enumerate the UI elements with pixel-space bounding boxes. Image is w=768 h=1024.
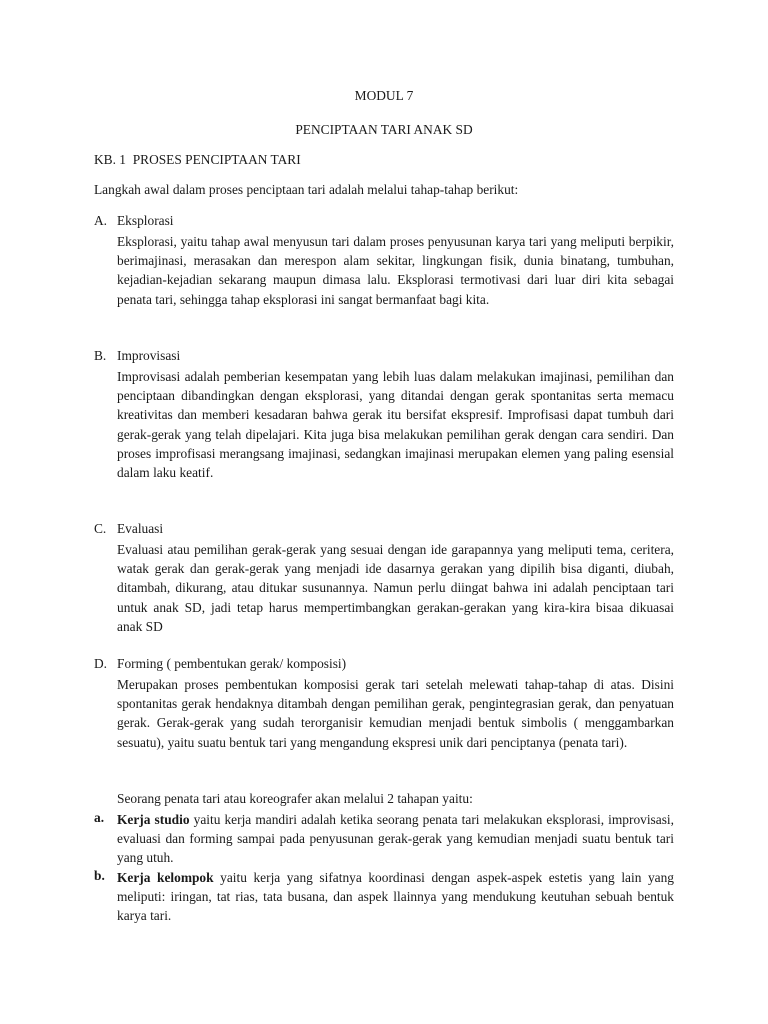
module-title: MODUL 7 <box>354 88 414 103</box>
stage-b-marker: b. <box>94 868 105 883</box>
stage-a-marker: a. <box>94 810 105 825</box>
stage-b-term: Kerja kelompok <box>117 870 214 885</box>
stage-a-text: yaitu kerja mandiri adalah ketika seorang penata tari melakukan eksplorasi, improvisasi, evaluasi dan forming sampai pada penyusunan gerak-gerak yang kemudian menjadi suatu bentuk tari yang utuh. <box>117 812 674 866</box>
module-subtitle: PENCIPTAAN TARI ANAK SD <box>295 122 473 137</box>
section-c-marker: C. <box>94 521 107 536</box>
section-d-marker: D. <box>94 656 108 671</box>
section-c-title: Evaluasi <box>117 521 164 536</box>
section-c-body: Evaluasi atau pemilihan gerak-gerak yang sesuai dengan ide garapannya yang meliputi tema, ceritera, watak gerak dan gerak-gerak yang menjadi ide dasarnya gerakan yang dipilih bisa diganti, diubah, ditambah, dikurang, atau ditukar susunannya. Namun perlu diingat bahwa ini adalah penciptaan tari untuk anak SD, jadi tetap harus mempertimbangkan gerakan-gerakan yang kira-kira bisaa dikuasai anak SD <box>117 542 674 634</box>
section-b-marker: B. <box>94 348 107 363</box>
section-d-title: Forming ( pembentukan gerak/ komposisi) <box>117 656 347 671</box>
section-d-body: Merupakan proses pembentukan komposisi gerak tari setelah melewati tahap-tahap di atas. Disini spontanitas gerak hendaknya ditambah dengan pemilihan gerak, pengintegrasian gerak, dan penyatuan gerak. Gerak-gerak yang sudah terorganisir kemudian menjadi bentuk simbolis ( menggambarkan sesuatu), yaitu suatu bentuk tari yang mengandung ekspresi unik dari penciptanya (penata tari). <box>117 677 674 750</box>
stage-a-item <box>117 810 674 868</box>
stages-intro: Seorang penata tari atau koreografer akan melalui 2 tahapan yaitu: <box>117 791 473 806</box>
section-b-title: Improvisasi <box>117 348 181 363</box>
section-heading: KB. 1 PROSES PENCIPTAAN TARI <box>94 152 301 167</box>
section-a-body: Eksplorasi, yaitu tahap awal menyusun tari dalam proses penyusunan karya tari yang meliputi berpikir, berimajinasi, merasakan dan merespon alam sekitar, lingkungan fisik, dunia binatang, tumbuhan, kejadian-kejadian sekarang maupun dimasa lalu. Eksplorasi termotivasi dari luar diri kita sebagai penata tari, sehingga tahap eksplorasi ini sangat bermanfaat bagi kita. <box>117 234 674 307</box>
section-a-title: Eksplorasi <box>117 213 174 228</box>
section-a-marker: A. <box>94 213 108 228</box>
section-b-body: Improvisasi adalah pemberian kesempatan yang lebih luas dalam melakukan imajinasi, pemilihan dan penciptaan dibandingkan dengan eksplorasi, yang ditandai dengan gerak spontanitas serta memacu kreativitas dan memberi kesadaran bahwa gerak itu bersifat ekspresif. Improfisasi dapat tumbuh dari gerak-gerak yang telah dipelajari. Kita juga bisa melakukan pemilihan gerak dengan cara sendiri. Dan proses improfisasi merangsang imajinasi, sedangkan imajinasi merupakan elemen yang paling esensial dalam laku keatif. <box>117 369 674 481</box>
stage-b-item <box>117 868 674 926</box>
stage-a-term: Kerja studio <box>117 812 190 827</box>
stage-b-text: yaitu kerja yang sifatnya koordinasi dengan aspek-aspek estetis yang lain yang meliputi: iringan, tat rias, tata busana, dan aspek llainnya yang mendukung keutuhan sebuah bentuk karya tari. <box>117 870 674 924</box>
intro-paragraph: Langkah awal dalam proses penciptaan tari adalah melalui tahap-tahap berikut: <box>94 182 519 197</box>
